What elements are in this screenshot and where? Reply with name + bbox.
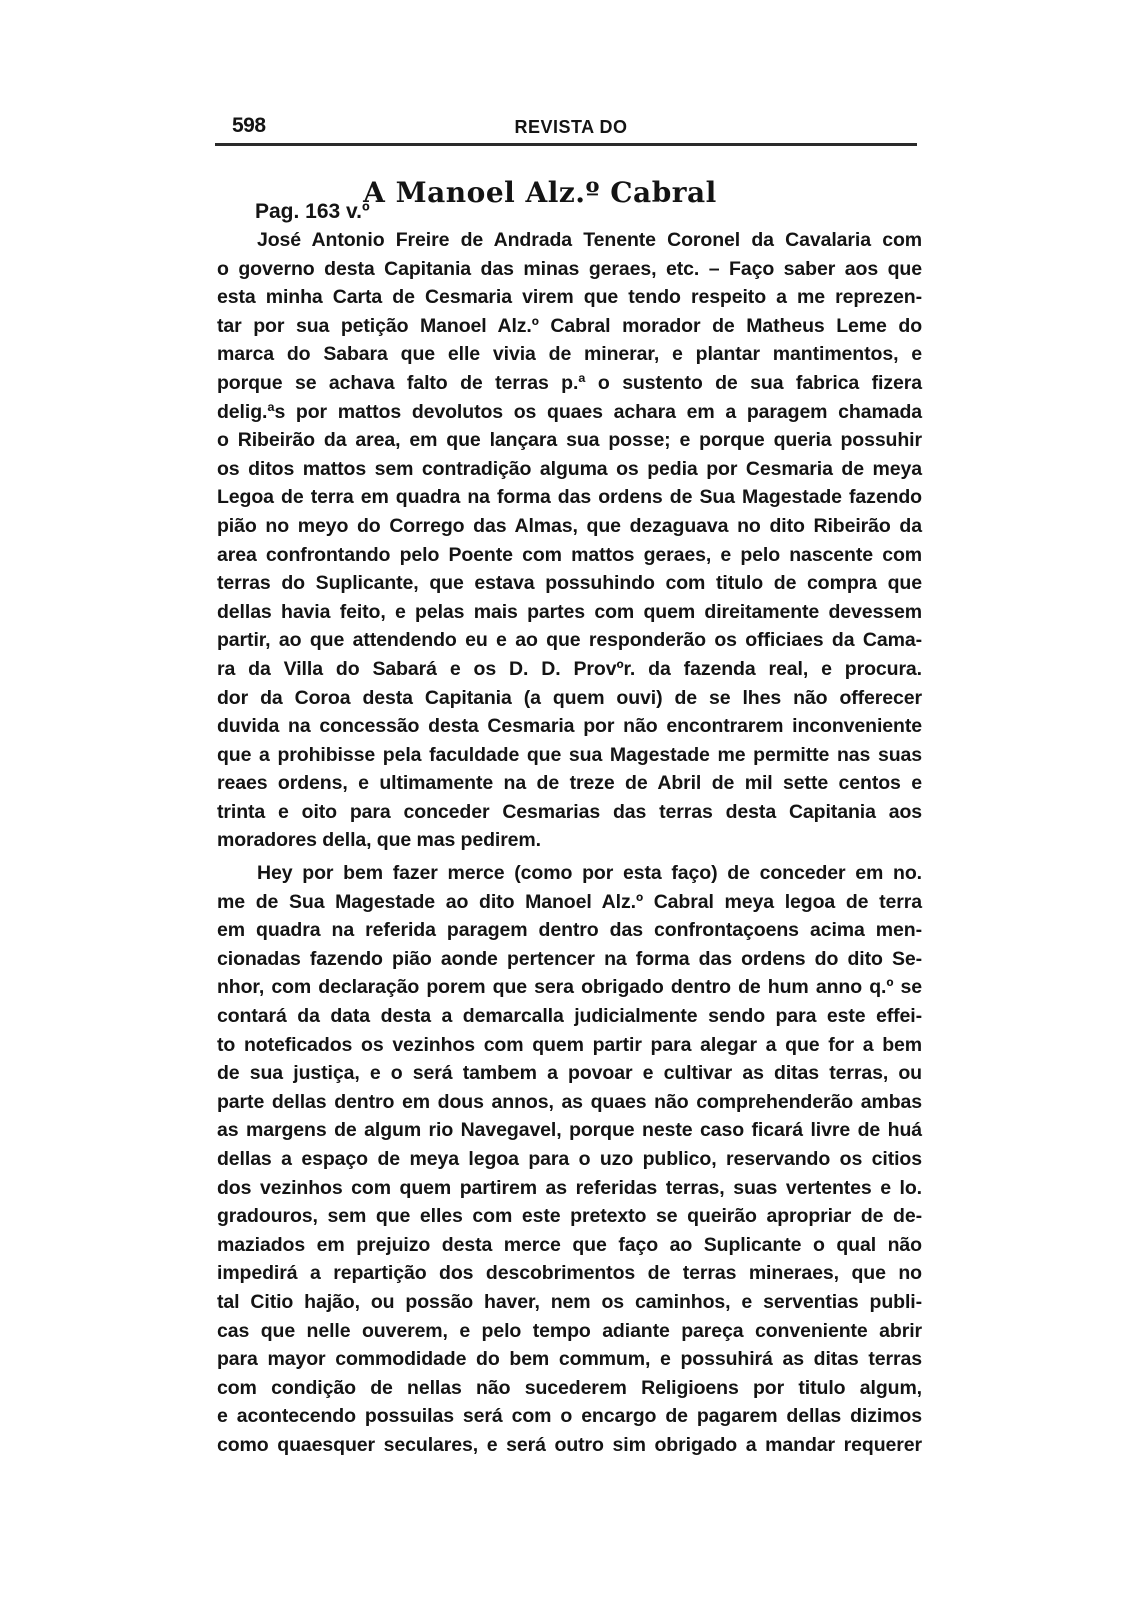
text-line: reaes ordens, e ultimamente na de treze de Abril de mil sette centos e <box>217 772 922 795</box>
body-text <box>217 226 922 1460</box>
text-line: partir, ao que attendendo eu e ao que responderão os officiaes da Cama- <box>217 629 922 652</box>
paragraph-2 <box>217 859 922 1459</box>
text-line: tar por sua petição Manoel Alz.º Cabral morador de Matheus Leme do <box>217 314 922 337</box>
text-line: dor da Coroa desta Capitania (a quem ouvi) de se lhes não offerecer <box>217 686 922 709</box>
text-line: Legoa de terra em quadra na forma das ordens de Sua Magestade fazendo <box>217 486 922 509</box>
text-line: que a prohibisse pela faculdade que sua Magestade me permitte nas suas <box>217 743 922 766</box>
text-line: parte dellas dentro em dous annos, as quaes não comprehenderão ambas <box>217 1090 922 1113</box>
text-line: gradouros, sem que elles com este pretexto se queirão apropriar de de- <box>217 1205 922 1228</box>
text-line: contará da data desta a demarcalla judicialmente sendo para este effei- <box>217 1005 922 1028</box>
text-line: com condição de nellas não sucederem Religioens por titulo algum, <box>217 1376 922 1399</box>
text-line: trinta e oito para conceder Cesmarias das terras desta Capitania aos <box>217 800 922 823</box>
text-line: duvida na concessão desta Cesmaria por não encontrarem inconveniente <box>217 715 922 738</box>
text-line: terras do Suplicante, que estava possuhindo com titulo de compra que <box>217 572 922 595</box>
text-line: ra da Villa do Sabará e os D. D. Provºr. da fazenda real, e procura. <box>217 657 922 680</box>
text-line: tal Citio hajão, ou possão haver, nem os caminhos, e serventias publi- <box>217 1290 922 1313</box>
text-line: maziados em prejuizo desta merce que faço ao Suplicante o qual não <box>217 1233 922 1256</box>
page-reference: Pag. 163 v.º <box>255 200 370 223</box>
running-head <box>220 108 922 142</box>
text-line: dos vezinhos com quem partirem as referidas terras, suas vertentes e lo. <box>217 1176 922 1199</box>
text-line: para mayor commodidade do bem commum, e possuhirá as ditas terras <box>217 1348 922 1371</box>
text-line: delig.ªs por mattos devolutos os quaes achara em a paragem chamada <box>217 400 922 423</box>
text-line: em quadra na referida paragem dentro das confrontaçoens acima men- <box>217 919 922 942</box>
text-line: porque se achava falto de terras p.ª o sustento de sua fabrica fizera <box>217 371 922 394</box>
text-line: as margens de algum rio Navegavel, porque neste caso ficará livre de huá <box>217 1119 922 1142</box>
text-line: cionadas fazendo pião aonde pertencer na forma das ordens do dito Se- <box>217 947 922 970</box>
header-rule <box>215 143 917 146</box>
text-line: esta minha Carta de Cesmaria virem que tendo respeito a me reprezen- <box>217 286 922 309</box>
section-heading: A Manoel Alz.º Cabral <box>363 176 717 209</box>
text-line: José Antonio Freire de Andrada Tenente Coronel da Cavalaria com <box>257 229 922 251</box>
journal-title: REVISTA DO <box>514 117 628 137</box>
text-line: cas que nelle ouverem, e pelo tempo adiante pareça conveniente abrir <box>217 1319 922 1342</box>
text-line: dellas havia feito, e pelas mais partes com quem direitamente devessem <box>217 600 922 623</box>
text-line: Hey por bem fazer merce (como por esta faço) de conceder em no. <box>257 862 922 885</box>
text-line: como quaesquer seculares, e será outro sim obrigado a mandar requerer <box>217 1433 922 1456</box>
text-line: pião no meyo do Corrego das Almas, que dezaguava no dito Ribeirão da <box>217 514 922 537</box>
text-line: de sua justiça, e o será tambem a povoar e cultivar as ditas terras, ou <box>217 1062 922 1085</box>
text-line: impedirá a repartição dos descobrimentos de terras mineraes, que no <box>217 1262 922 1285</box>
text-line: dellas a espaço de meya legoa para o uzo publico, reservando os citios <box>217 1148 922 1170</box>
text-line: o Ribeirão da area, em que lançara sua posse; e porque queria possuhir <box>217 429 922 452</box>
text-line: to noteficados os vezinhos com quem partir para alegar a que for a bem <box>217 1033 922 1056</box>
text-line: nhor, com declaração porem que sera obrigado dentro de hum anno q.º se <box>217 976 922 999</box>
paragraph-1 <box>217 226 922 855</box>
text-line: me de Sua Magestade ao dito Manoel Alz.º Cabral meya legoa de terra <box>217 890 922 913</box>
text-line: os ditos mattos sem contradição alguma os pedia por Cesmaria de meya <box>217 457 922 480</box>
text-line: o governo desta Capitania das minas geraes, etc. – Faço saber aos que <box>217 257 922 280</box>
page-number: 598 <box>232 114 266 137</box>
text-line: e acontecendo possuilas será com o encargo de pagarem dellas dizimos <box>217 1405 922 1428</box>
text-line: area confrontando pelo Poente com mattos geraes, e pelo nascente com <box>217 543 922 566</box>
text-line: moradores della, que mas pedirem. <box>217 829 541 852</box>
text-line: marca do Sabara que elle vivia de minerar, e plantar mantimentos, e <box>217 343 922 366</box>
